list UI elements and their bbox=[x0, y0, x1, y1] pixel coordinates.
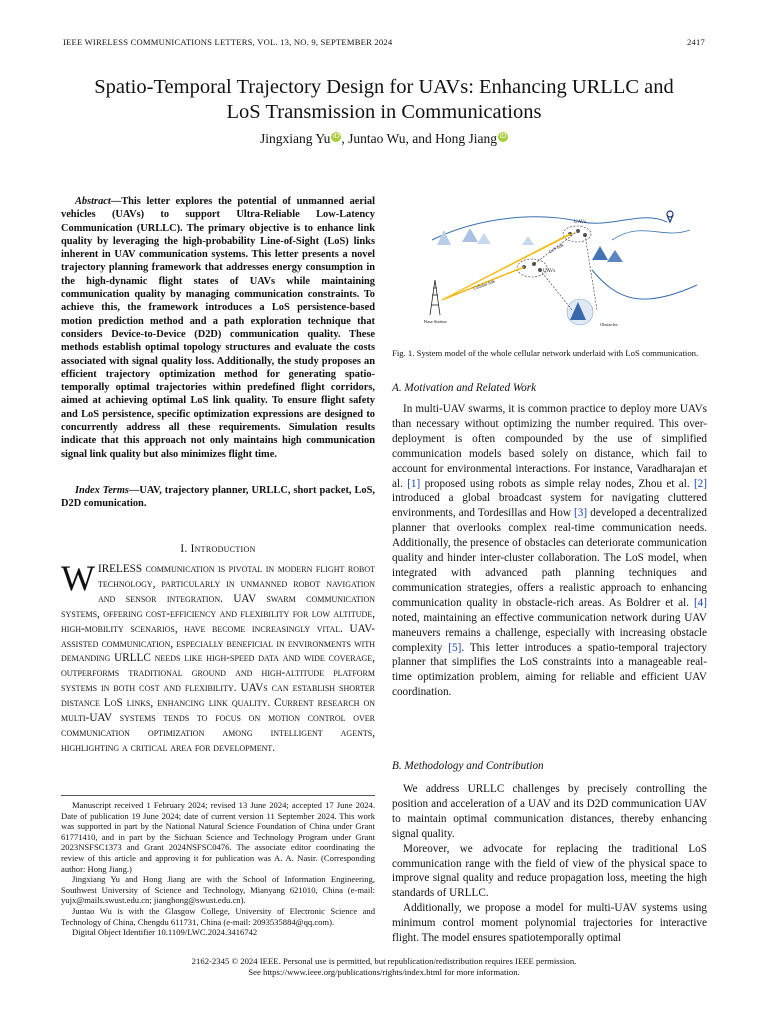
subsection-heading-b: B. Methodology and Contribution bbox=[392, 760, 544, 772]
paragraph-text: In multi-UAV swarms, it is common practice to deploy more UAVs than necessary without optimizing the number required. This over-deployment is often compounded by the use of simplified communication models based solely on distance, which fail to account for environmental interactions. For instance, Varadharajan et al. bbox=[392, 403, 707, 490]
citation-link[interactable]: [1] bbox=[407, 477, 421, 490]
paragraph-text: proposed using robots as simple relay nodes, Zhou et al. bbox=[420, 477, 694, 490]
obstacle-icon bbox=[522, 236, 534, 245]
label-obstacles: Obstacles bbox=[600, 322, 618, 327]
title-line-2: LoS Transmission in Communications bbox=[226, 101, 542, 123]
orcid-icon[interactable]: iD bbox=[333, 133, 340, 140]
paragraph-text: Moreover, we advocate for replacing the traditional LoS communication range with the field of view of the physical space to improve signal quality and reduce propagation loss, meeting the high standards of URLLC. bbox=[392, 842, 707, 900]
index-terms-text: —UAV, trajectory planner, URLLC, short packet, LoS, D2D comunication. bbox=[61, 485, 375, 510]
obstacle-icon bbox=[607, 250, 623, 262]
drop-cap: W bbox=[61, 558, 95, 598]
paragraph-text: . This letter introduces a spatio-temporal trajectory planner that simplifies the LoS constraints into a manageable real-time optimization problem, aiming for reliable and efficient UAV coordination. bbox=[392, 641, 707, 699]
paragraph-text: introduced a global broadcast system for navigating cluttered environments, and Tordesillas and How bbox=[392, 492, 707, 520]
section-title: Introduction bbox=[190, 543, 256, 555]
footnote-divider bbox=[61, 795, 375, 796]
page-number: 2417 bbox=[687, 37, 705, 47]
obstacle-icon bbox=[462, 228, 478, 242]
author-rest: , Juntao Wu, and Hong Jiang bbox=[341, 131, 497, 146]
subsection-a-body bbox=[392, 402, 707, 700]
footnote-manuscript: Manuscript received 1 February 2024; revised 13 June 2024; accepted 17 June 2024. Date of publication 19 June 2024; date of current version 11 September 2024. This work was supported in part by the National Natural Science Foundation of China under Grant 61771410, and in part by the Sichuan Science and Technology Program under Grant 2023NSFSC1373 and Grant 2024NSFSC0476. The associate editor coordinating the review of this article and approving it for publication was A. A. Nasir. (Corresponding author: Hong Jiang.) bbox=[61, 800, 375, 874]
footnote-doi[interactable]: Digital Object Identifier 10.1109/LWC.2024.3416742 bbox=[72, 927, 258, 938]
copyright-line-1: 2162-2345 © 2024 IEEE. Personal use is permitted, but republication/redistribution requires IEEE permission. bbox=[191, 956, 577, 966]
trajectory-curve bbox=[612, 230, 690, 240]
footnotes bbox=[61, 800, 375, 938]
copyright-notice bbox=[40, 956, 728, 978]
label-cellular-link: Cellular link bbox=[472, 278, 496, 291]
title-line-1: Spatio-Temporal Trajectory Design for UAVs: Enhancing URLLC and bbox=[94, 76, 674, 98]
index-terms-label: Index Terms bbox=[75, 485, 129, 496]
running-header bbox=[63, 37, 705, 51]
section-number: I. bbox=[180, 543, 191, 555]
footnote-affiliation-1: Jingxiang Yu and Hong Jiang are with the School of Information Engineering, Southwest University of Science and Technology, Mianyang 621010, China (e-mail: yujx@mails.swust.edu.cn; jianghong@swust.edu.cn). bbox=[61, 874, 375, 906]
section-heading-introduction bbox=[61, 543, 375, 555]
los-link bbox=[540, 270, 572, 310]
obstacle-icon bbox=[592, 246, 608, 260]
base-station-icon bbox=[430, 280, 440, 315]
index-terms bbox=[61, 484, 375, 511]
copyright-line-2[interactable]: See https://www.ieee.org/publications/rights/index.html for more information. bbox=[248, 967, 520, 977]
paragraph-text: We address URLLC challenges by precisely controlling the position and acceleration of a UAV and its D2D communication UAV to maintain optimal communication distances, thereby enhancing signal quality. bbox=[392, 783, 707, 840]
trajectory-curve bbox=[592, 270, 697, 299]
obstacle-icon bbox=[477, 233, 491, 244]
citation-link[interactable]: [4] bbox=[693, 596, 707, 609]
introduction-body bbox=[61, 558, 375, 756]
citation-link[interactable]: [5] bbox=[448, 641, 462, 654]
uav-cluster-outline bbox=[563, 226, 591, 242]
citation-link[interactable]: [3] bbox=[574, 507, 588, 520]
abstract-text: —This letter explores the potential of unmanned aerial vehicles (UAVs) to support Ultra-Reliable Low-Latency Communication (URLLC). The primary objective is to enhance link quality by leveraging the high-probability Line-of-Sight (LoS) links inherent in UAV communication systems. This letter presents a novel trajectory planning framework that addresses energy consumption in the high-dynamic flight states of UAVs while maintaining communication quality by managing communication constraints. To achieve this, the framework introduces a LoS persistence-based motion prediction method and a path exploration technique that considers Device-to-Device (D2D) communication quality. These methods establish optimal topology structures and evaluate the costs associated with signal quality loss. Additionally, the study proposes an efficient trajectory optimization method for generating spatio-temporally optimal trajectories within predefined flight corridors, aimed at achieving optimal LoS link quality. To ensure flight safety and LoS persistence, specific optimization expressions are designed to concurrently address all these requirements. Simulation results indicate that this approach not only maintains high communication signal link quality but also minimizes flight time. bbox=[61, 196, 375, 460]
paragraph-text: Additionally, we propose a model for multi-UAV systems using minimum control moment polynomial trajectories for interactive flight. The model ensures spatiotemporally optimal bbox=[392, 902, 707, 945]
label-uavs-top: UAVs bbox=[574, 220, 587, 225]
abstract-label: Abstract bbox=[75, 196, 111, 207]
orcid-icon[interactable]: iD bbox=[499, 133, 507, 140]
subsection-b-body bbox=[392, 782, 707, 946]
paragraph-text: noted, maintaining an effective communication network during UAV maneuvers remains a challenge, especially with increasing obstacle complexity bbox=[392, 611, 707, 654]
los-link bbox=[585, 235, 597, 310]
paper-title bbox=[40, 75, 728, 125]
figure-caption: Fig. 1. System model of the whole cellular network underlaid with LoS communication. bbox=[392, 348, 699, 358]
label-uavs-lower: UAVs bbox=[543, 269, 556, 274]
author-1: Jingxiang Yu bbox=[260, 131, 331, 146]
citation-link[interactable]: [2] bbox=[693, 477, 707, 490]
label-base-station: Base Station bbox=[424, 319, 447, 324]
abstract bbox=[61, 195, 375, 461]
paragraph-text: developed a decentralized planner that overlooks complex real-time communication needs. Additionally, the presence of obstacles can deteriorate communication quality and hinder inter-cluster collaboration. The LoS model, when integrated with advanced path planning techniques and communication strategies, offers a realistic approach to enhancing communication quality in obstacle-rich areas. As Boldrer et al. bbox=[392, 507, 707, 609]
footnote-affiliation-2: Juntao Wu is with the Glasgow College, University of Electronic Science and Technology of China, Chengdu 611731, China (e-mail: 2093535884@qq.com). bbox=[61, 905, 375, 927]
location-pin-icon bbox=[667, 211, 673, 222]
introduction-text: IRELESS communication is pivotal in modern flight robot technology, particularly in unmanned robot navigation and sensor integration. UAV swarm communication systems, offering cost-efficiency and flexibility for low altitude, high-mobility scenarios, have become increasingly vital. UAV-assisted communication, especially beneficial in environments with demanding URLLC needs like high-speed data and wide coverage, outperforms traditional ground and high-altitude platform systems in both cost and flexibility. UAVs can establish shorter distance LoS links, enhancing link quality. Current research on multi-UAV systems tends to focus on motion control over communication optimization among intelligent agents, highlighting a critical area for development. bbox=[61, 563, 375, 754]
journal-name: IEEE WIRELESS COMMUNICATIONS LETTERS, VOL. 13, NO. 9, SEPTEMBER 2024 bbox=[63, 37, 393, 47]
subsection-heading-a: A. Motivation and Related Work bbox=[392, 382, 537, 394]
label-los-link: LoS link bbox=[548, 242, 565, 254]
system-model-figure bbox=[402, 200, 702, 335]
author-list bbox=[40, 131, 728, 147]
